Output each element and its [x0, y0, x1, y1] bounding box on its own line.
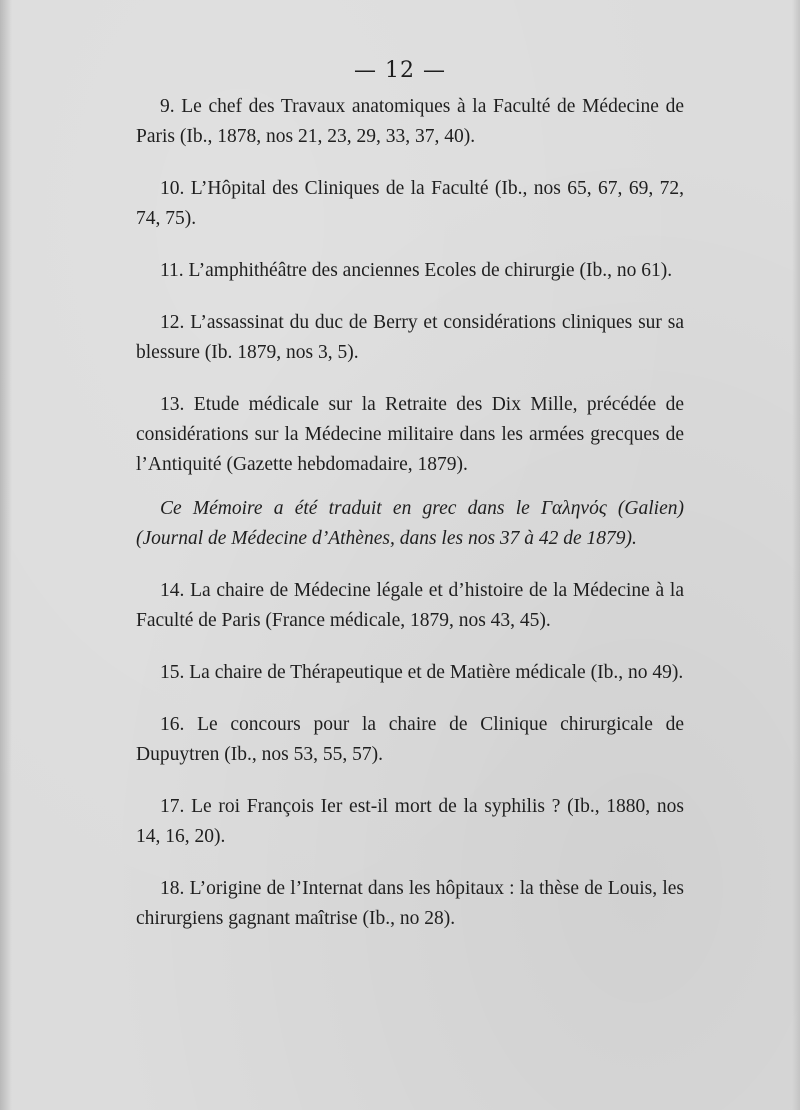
page-number: — 12 —	[354, 58, 446, 83]
bibliography-entry-13-note: Ce Mémoire a été traduit en grec dans le Γαληνός (Galien) (Journal de Médecine d’Athènes, dans les nos 37 à 42 de 1879).	[136, 498, 684, 549]
bibliography-entry-16: 16. Le concours pour la chaire de Clinique chirurgicale de Dupuytren (Ib., nos 53, 55, 57).	[136, 714, 684, 765]
bibliography-entry-14: 14. La chaire de Médecine légale et d’histoire de la Médecine à la Faculté de Paris (France médicale, 1879, nos 43, 45).	[136, 580, 684, 631]
bibliography-entry-9: 9. Le chef des Travaux anatomiques à la Faculté de Médecine de Paris (Ib., 1878, nos 21, 23, 29, 33, 37, 40).	[136, 96, 684, 147]
bibliography-entry-12: 12. L’assassinat du duc de Berry et considérations cliniques sur sa blessure (Ib. 1879, nos 3, 5).	[136, 312, 684, 363]
page-right-shadow	[792, 0, 800, 1110]
bibliography-entry-17: 17. Le roi François Ier est-il mort de la syphilis ? (Ib., 1880, nos 14, 16, 20).	[136, 796, 684, 847]
bibliography-entry-15: 15. La chaire de Thérapeutique et de Matière médicale (Ib., no 49).	[160, 662, 684, 683]
bibliography-entry-13: 13. Etude médicale sur la Retraite des Dix Mille, précédée de considérations sur la Médecine militaire dans les armées grecques de l’Antiquité (Gazette hebdomadaire, 1879).	[136, 394, 684, 475]
bibliography-entry-10: 10. L’Hôpital des Cliniques de la Faculté (Ib., nos 65, 67, 69, 72, 74, 75).	[136, 178, 684, 229]
bibliography-entry-11: 11. L’amphithéâtre des anciennes Ecoles de chirurgie (Ib., no 61).	[160, 260, 673, 281]
bibliography-entry-18: 18. L’origine de l’Internat dans les hôpitaux : la thèse de Louis, les chirurgiens gagnant maîtrise (Ib., no 28).	[136, 878, 684, 929]
bibliography-list	[136, 92, 684, 956]
page-left-shadow	[0, 0, 12, 1110]
